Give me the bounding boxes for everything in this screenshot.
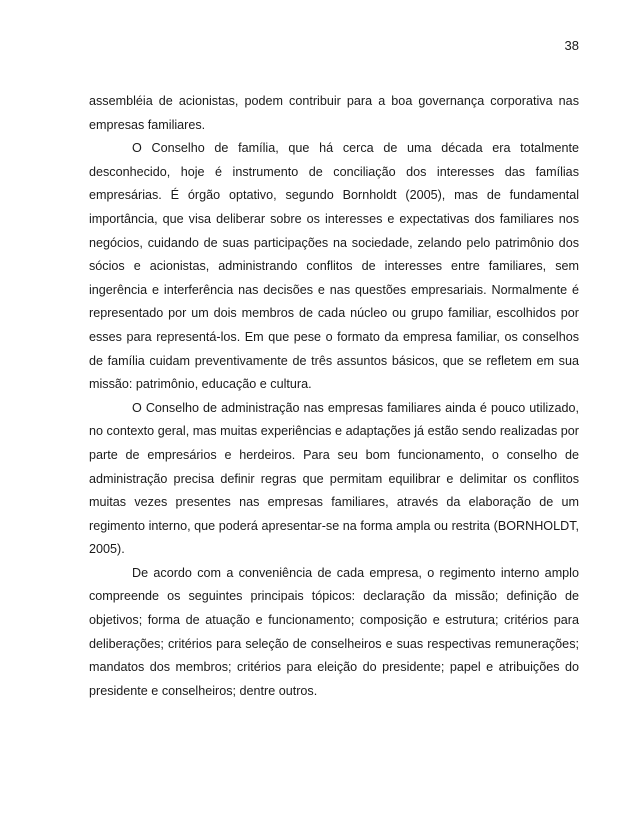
- page-number: 38: [564, 38, 579, 53]
- paragraph-continuation: assembléia de acionistas, podem contribuir para a boa governança corporativa nas empresas familiares.: [89, 94, 579, 132]
- body-text: [89, 90, 579, 703]
- paragraph-internal-regulations: De acordo com a conveniência de cada empresa, o regimento interno amplo compreende os seguintes principais tópicos: declaração da missão; definição de objetivos; forma de atuação e funcionamento; composição e estrutura; critérios para deliberações; critérios para seleção de conselheiros e suas respectivas remunerações; mandatos dos membros; critérios para eleição do presidente; papel e atribuições do presidente e conselheiros; dentre outros.: [89, 565, 579, 698]
- paragraph-board-of-directors: O Conselho de administração nas empresas familiares ainda é pouco utilizado, no contexto geral, mas muitas experiências e adaptações já estão sendo realizadas por parte de empresários e herdeiros. Para seu bom funcionamento, o conselho de administração precisa definir regras que permitam equilibrar e delimitar os conflitos muitas vezes presentes nas empresas familiares, através da elaboração de um regimento interno, que poderá apresentar-se na forma ampla ou restrita (BORNHOLDT, 2005).: [89, 400, 579, 557]
- paragraph-family-council: O Conselho de família, que há cerca de uma década era totalmente desconhecido, hoje é instrumento de conciliação dos interesses das famílias empresárias. É órgão optativo, segundo Bornholdt (2005), mas de fundamental importância, que visa deliberar sobre os interesses e expectativas dos familiares nos negócios, cuidando de suas participações na sociedade, zelando pelo patrimônio dos sócios e acionistas, administrando conflitos de interesses entre familiares, sem ingerência e interferência nas decisões e nas questões empresariais. Normalmente é representado por um dois membros de cada núcleo ou grupo familiar, escolhidos por esses para representá-los. Em que pese o formato da empresa familiar, os conselhos de família cuidam preventivamente de três assuntos básicos, que se refletem em sua missão: patrimônio, educação e cultura.: [89, 141, 579, 392]
